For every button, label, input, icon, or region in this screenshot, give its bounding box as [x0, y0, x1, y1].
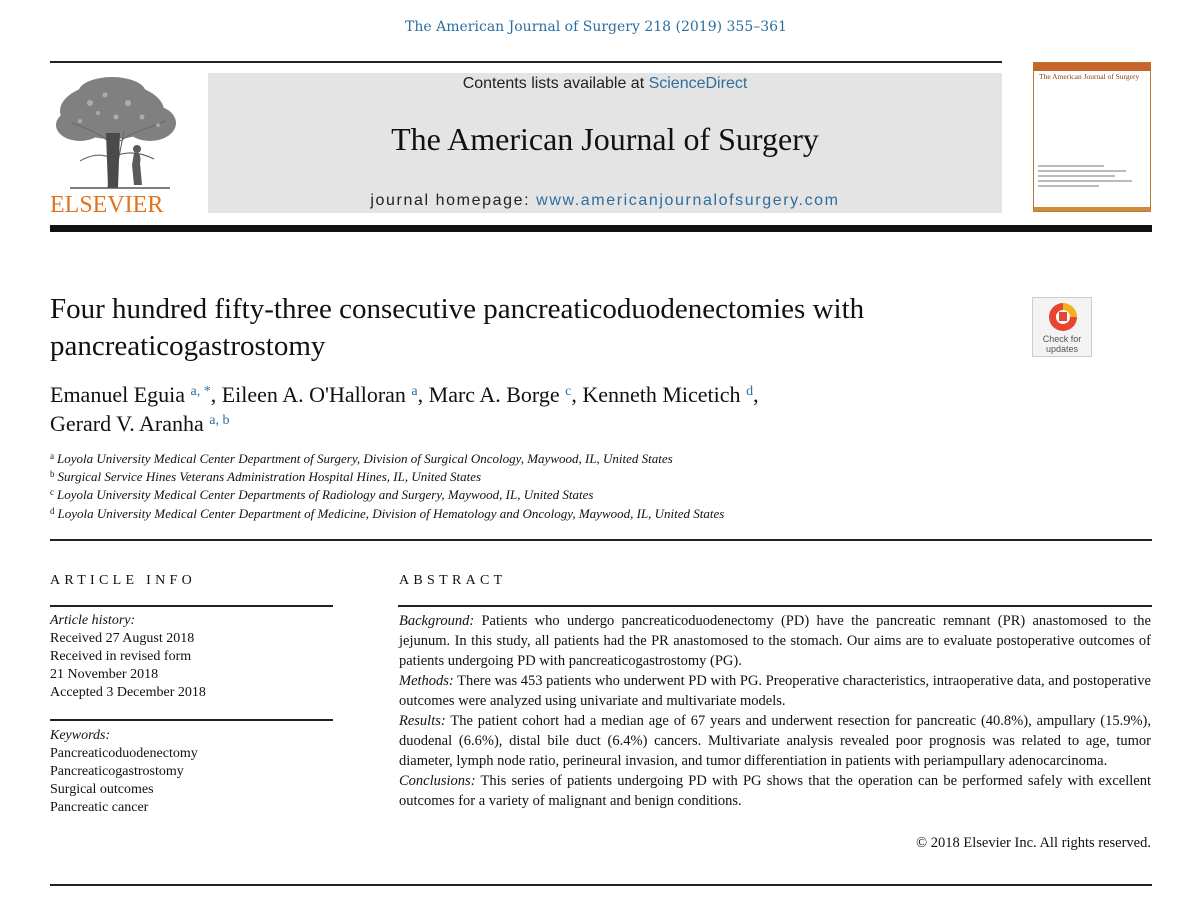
- cover-text-lines: [1038, 165, 1148, 190]
- article-title: Four hundred fifty-three consecutive pancreaticoduodenectomies with pancreaticogastrostomy: [50, 293, 865, 362]
- keyword-item: Pancreaticoduodenectomy: [50, 746, 198, 761]
- author-affiliation-ref[interactable]: a, b: [209, 413, 230, 428]
- affiliation-marker: b: [50, 469, 55, 480]
- sciencedirect-link[interactable]: ScienceDirect: [648, 75, 748, 92]
- keywords-rule: [50, 719, 333, 721]
- article-history: [50, 612, 340, 702]
- cover-title: The American Journal of Surgery: [1039, 72, 1140, 81]
- abstract-section-label: Methods:: [399, 673, 454, 689]
- abstract-section-text: There was 453 patients who underwent PD with PG. Preoperative characteristics, intraoperative data, and postoperative outcomes were analyzed using univariate and multivariate models.: [399, 673, 1151, 709]
- affiliation-item: [50, 468, 1050, 486]
- abstract-section: [399, 611, 1151, 671]
- affiliation-text: Loyola University Medical Center Department of Surgery, Division of Surgical Oncology, Maywood, IL, United States: [57, 451, 673, 466]
- history-item: 21 November 2018: [50, 667, 159, 682]
- history-item: Received in revised form: [50, 649, 192, 664]
- publisher-wordmark[interactable]: ELSEVIER: [50, 192, 164, 218]
- affiliation-list: [50, 450, 1050, 523]
- affiliation-item: [50, 486, 1050, 504]
- header-rule-top: [50, 61, 1002, 63]
- affiliation-text: Loyola University Medical Center Department of Medicine, Division of Hematology and Oncology, Maywood, IL, United States: [57, 505, 725, 521]
- footer-rule: [50, 884, 1152, 886]
- homepage-prefix: journal homepage:: [370, 192, 537, 209]
- abstract-section: [399, 771, 1151, 811]
- cover-bottom-band: [1034, 207, 1150, 211]
- author-affiliation-ref[interactable]: d: [746, 384, 754, 399]
- keyword-item: Surgical outcomes: [50, 782, 154, 797]
- homepage-link[interactable]: www.americanjournalofsurgery.com: [536, 192, 840, 209]
- author-list: Emanuel Eguia $^{a, *}$, Eileen A. O'Halloran $^a$, Marc A. Borge $^c$, Kenneth Micetich $^d$, Gerard V. Aranha $^{a, b}$: [50, 382, 759, 436]
- history-item: Accepted 3 December 2018: [50, 685, 206, 700]
- abstract-body: [399, 611, 1151, 811]
- contents-line: [208, 75, 1002, 93]
- homepage-line: [208, 192, 1002, 210]
- check-updates-icon: [1049, 303, 1077, 331]
- author-affiliation-ref[interactable]: c: [565, 384, 572, 399]
- keyword-item: Pancreaticogastrostomy: [50, 764, 184, 779]
- article-info-rule: [50, 605, 333, 607]
- author-name[interactable]: Gerard V. Aranha: [50, 411, 204, 436]
- abstract-section-text: Patients who undergo pancreaticoduodenectomy (PD) have the pancreatic remnant (PR) anastomosed to the jejunum. In this study, all patients had the PR anastomosed to the stomach. Our aims are to evaluate postoperative outcomes of patients undergoing PD with pancreaticogastrostomy (PG).: [399, 613, 1151, 669]
- abstract-section: [399, 711, 1151, 771]
- abstract-section-label: Results:: [399, 713, 446, 729]
- author-name[interactable]: Emanuel Eguia: [50, 382, 186, 407]
- journal-citation[interactable]: The American Journal of Surgery 218 (2019) 355–361: [405, 19, 787, 35]
- journal-title: The American Journal of Surgery: [391, 121, 819, 157]
- abstract-section-text: The patient cohort had a median age of 67 years and underwent resection for pancreatic (40.8%), ampullary (15.9%), duodenal (6.6%), distal bile duct (6.4%) cancers. Multivariate analysis revealed poor prognosis was related to age, tumor diameter, lymph node ratio, perineural invasion, and tumor differentiation in patients with periampullary adenocarcinoma.: [399, 713, 1151, 769]
- check-updates-label: Check for updates: [1042, 334, 1082, 354]
- contents-prefix: Contents lists available at: [462, 75, 649, 92]
- affiliation-text: Surgical Service Hines Veterans Administration Hospital Hines, IL, United States: [57, 469, 482, 485]
- section-divider: [50, 539, 1152, 541]
- affiliation-item: [50, 505, 1050, 523]
- affiliation-marker: d: [50, 505, 55, 516]
- affiliation-marker: a: [50, 451, 54, 461]
- abstract-section-text: This series of patients undergoing PD with PG shows that the operation can be performed safely with excellent outcomes for a variety of malignant and benign conditions.: [399, 773, 1151, 809]
- author-affiliation-ref[interactable]: a, *: [190, 384, 211, 399]
- keywords-label: Keywords:: [50, 728, 111, 743]
- keyword-item: Pancreatic cancer: [50, 800, 149, 815]
- check-for-updates-badge[interactable]: [1032, 297, 1092, 357]
- copyright-notice: © 2018 Elsevier Inc. All rights reserved.: [916, 835, 1151, 851]
- author-affiliation-ref[interactable]: a: [411, 384, 418, 399]
- abstract-section-label: Conclusions:: [399, 773, 476, 789]
- history-label: Article history:: [50, 613, 136, 628]
- affiliation-item: [50, 450, 1050, 468]
- header-rule-thick: [50, 225, 1152, 232]
- cover-top-band: [1034, 63, 1150, 71]
- journal-cover-thumbnail[interactable]: [1033, 62, 1151, 212]
- history-item: Received 27 August 2018: [50, 631, 195, 646]
- author-name[interactable]: Kenneth Micetich: [582, 382, 741, 407]
- affiliation-marker: c: [50, 487, 54, 498]
- abstract-section-label: Background:: [399, 613, 475, 629]
- abstract-heading: ABSTRACT: [399, 573, 507, 588]
- article-info-heading: ARTICLE INFO: [50, 573, 197, 588]
- author-name[interactable]: Eileen A. O'Halloran: [221, 382, 406, 407]
- affiliation-text: Loyola University Medical Center Departments of Radiology and Surgery, Maywood, IL, United States: [57, 487, 594, 503]
- abstract-rule: [398, 605, 1152, 607]
- abstract-section: [399, 671, 1151, 711]
- author-name[interactable]: Marc A. Borge: [428, 382, 560, 407]
- keywords: [50, 727, 340, 817]
